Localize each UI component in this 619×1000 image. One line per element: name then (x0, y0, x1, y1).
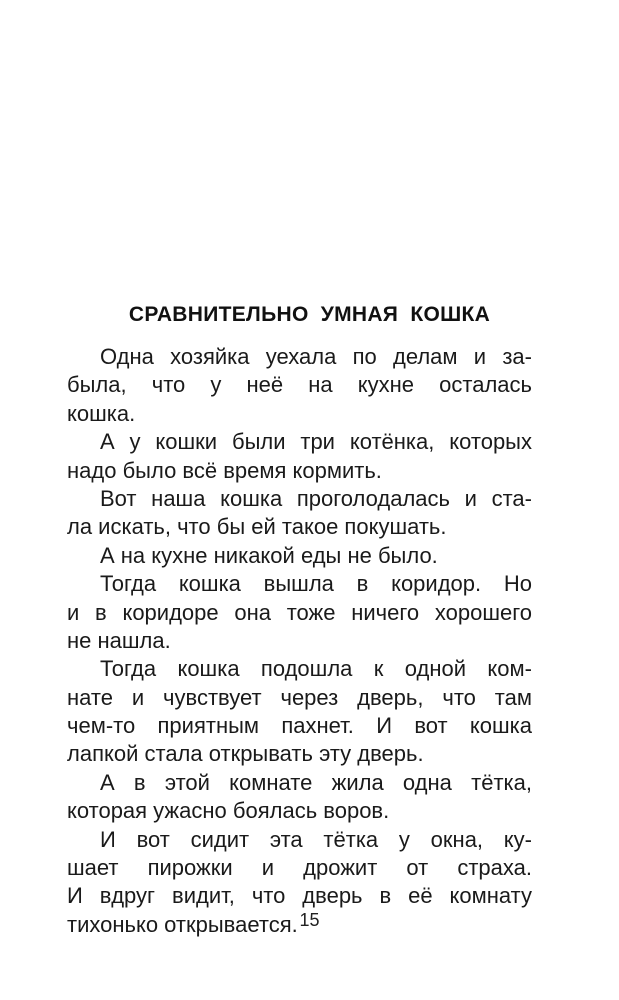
text-line: которая ужасно боялась воров. (67, 798, 390, 824)
text-line: ла искать, что бы ей такое покушать. (67, 514, 447, 540)
text-line: тихонько открывается. (67, 911, 298, 937)
text-line: А в этой комнате жила одна тётка, (100, 769, 532, 795)
text-line: шает пирожки и дрожит от страха. (67, 855, 532, 881)
text-line: Одна хозяйка уехала по делам и за- (100, 344, 532, 369)
text-line: Вот наша кошка проголодалась и ста- (100, 485, 532, 511)
text-line: нате и чувствует через дверь, что там (67, 684, 532, 710)
text-line: А у кошки были три котёнка, которых (100, 429, 532, 455)
text-line: не нашла. (67, 627, 171, 653)
text-line: кошка. (67, 400, 136, 426)
text-line: Тогда кошка подошла к одной ком- (100, 656, 532, 682)
text-line: чем-то приятным пахнет. И вот кошка (67, 713, 532, 739)
text-line: была, что у неё на кухне осталась (67, 372, 532, 398)
text-line: И вот сидит эта тётка у окна, ку- (100, 826, 532, 852)
page-number: 15 (299, 910, 320, 930)
story-body (67, 343, 532, 939)
text-line: А на кухне никакой еды не было. (100, 542, 438, 568)
text-line: Тогда кошка вышла в коридор. Но (100, 571, 532, 597)
text-line: И вдруг видит, что дверь в её комнату (67, 883, 532, 909)
text-line: надо было всё время кормить. (67, 457, 382, 483)
text-line: лапкой стала открывать эту дверь. (67, 741, 424, 767)
text-line: и в коридоре она тоже ничего хорошего (67, 599, 532, 625)
story-title: СРАВНИТЕЛЬНО УМНАЯ КОШКА (128, 303, 491, 326)
